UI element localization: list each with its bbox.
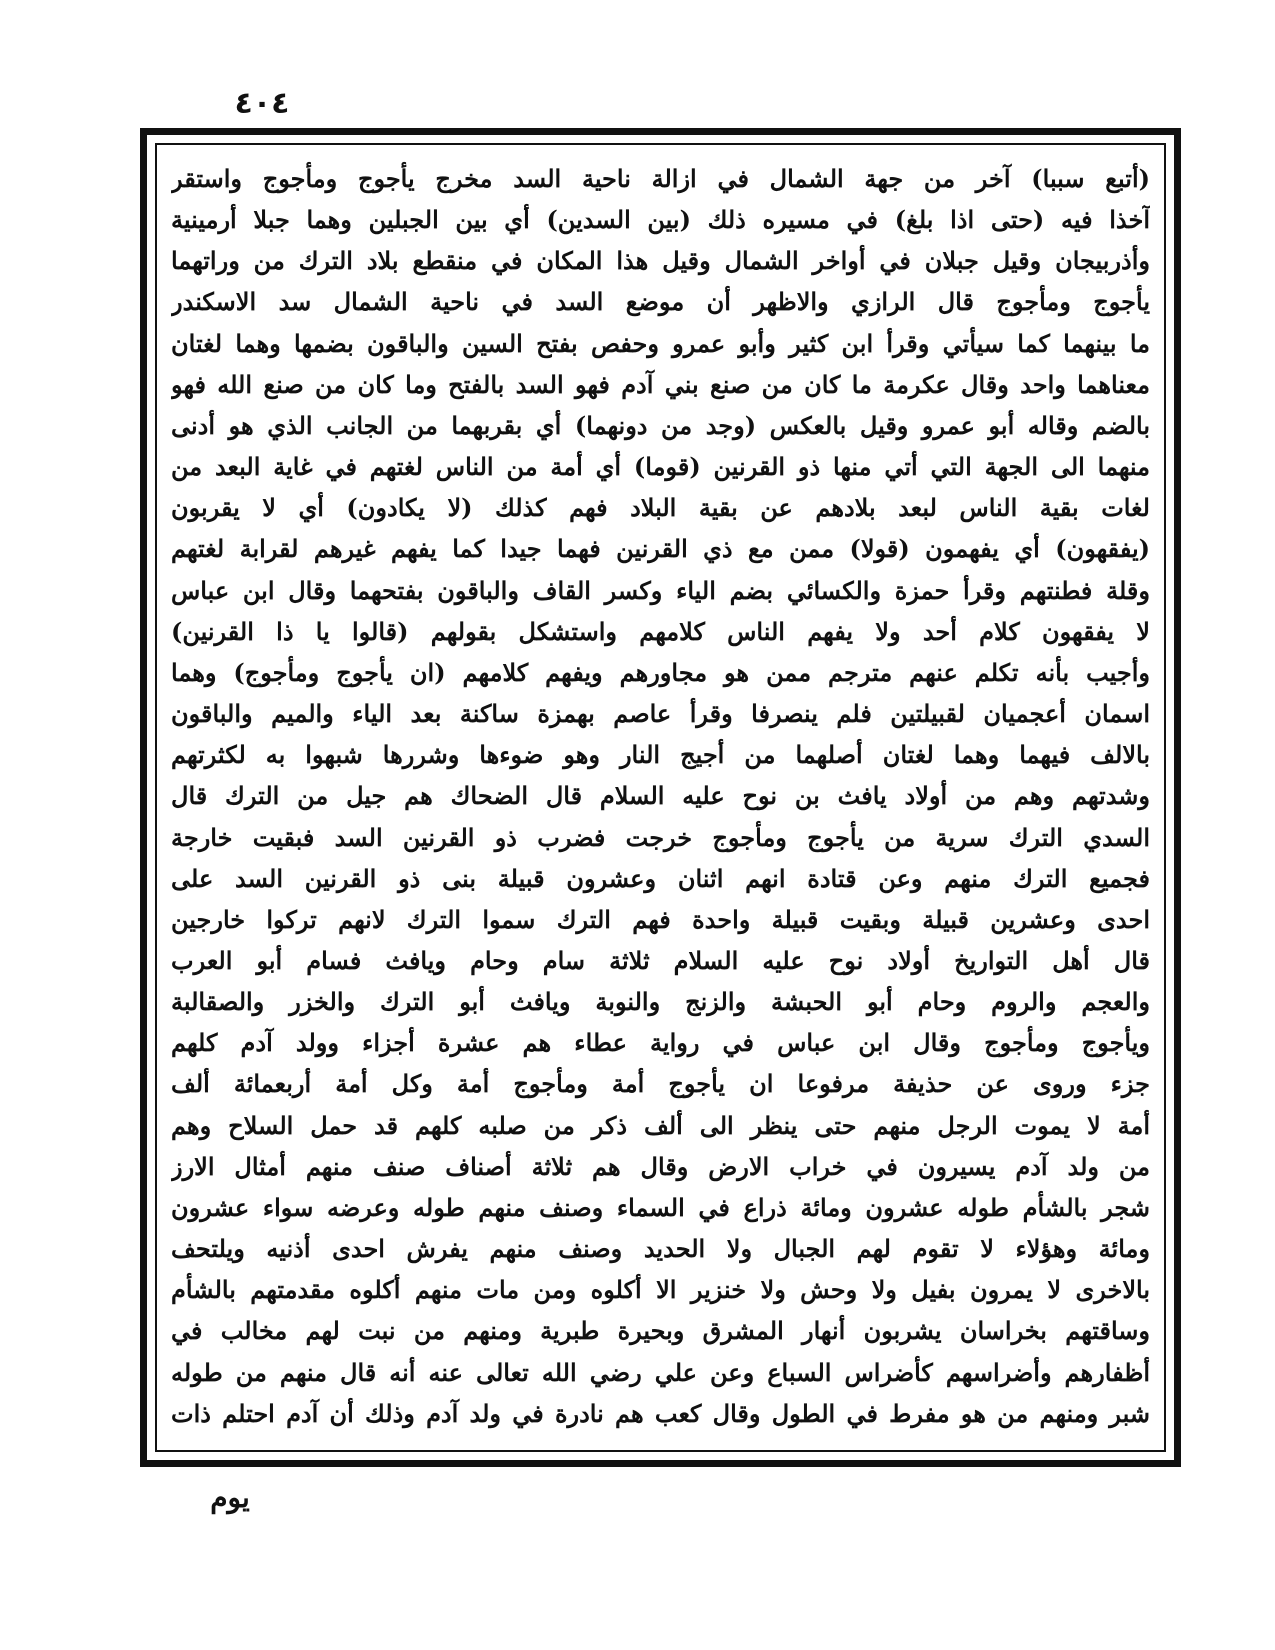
text-line: السدي الترك سرية من يأجوج ومأجوج خرجت فضرب ذو القرنين السد فبقيت خارجة <box>171 822 1150 852</box>
text-line: وساقتهم بخراسان يشربون أنهار المشرق وبحيرة طبرية ومنهم من نبت لهم مخالب في <box>171 1316 1150 1346</box>
text-line: معناهما واحد وقال عكرمة ما كان من صنع بني آدم فهو السد بالفتح وما كان من صنع الله فهو <box>171 369 1150 399</box>
text-line: وشدتهم وهم من أولاد يافث بن نوح عليه السلام قال الضحاك هم جيل من الترك قال <box>171 781 1150 811</box>
text-line: احدى وعشرين قبيلة وبقيت قبيلة واحدة فهم الترك سموا الترك لانهم تركوا خارجين <box>171 904 1150 934</box>
text-line: وأجيب بأنه تكلم عنهم مترجم ممن هو مجاورهم ويفهم كلامهم (ان يأجوج ومأجوج) وهما <box>171 657 1150 687</box>
text-line: قال أهل التواريخ أولاد نوح عليه السلام ثلاثة سام وحام ويافث فسام أبو العرب <box>171 945 1150 975</box>
text-line: وأذربيجان وقيل جبلان في أواخر الشمال وقيل هذا المكان في منقطع بلاد الترك من وراتهما <box>171 246 1150 276</box>
catchword: يوم <box>210 1481 250 1514</box>
text-line: بالاخرى لا يمرون بفيل ولا وحش ولا خنزير الا أكلوه ومن مات منهم أكلوه مقدمتهم بالشأم <box>171 1275 1150 1305</box>
text-line: جزء وروى عن حذيفة مرفوعا ان يأجوج أمة ومأجوج أمة وكل أمة أربعمائة ألف <box>171 1069 1150 1099</box>
text-line: ومائة وهؤلاء لا تقوم لهم الجبال ولا الحديد وصنف منهم يفرش احدى أذنيه ويلتحف <box>171 1234 1150 1264</box>
text-line: ويأجوج ومأجوج وقال ابن عباس في رواية عطاء هم عشرة أجزاء وولد آدم كلهم <box>171 1028 1150 1058</box>
text-line: شجر بالشأم طوله عشرون ومائة ذراع في السماء وصنف منهم طوله وعرضه سواء عشرون <box>171 1192 1150 1222</box>
text-line: (يفقهون) أي يفهمون (قولا) ممن مع ذي القرنين فهما جيدا كما يفهم غيرهم لقرابة لغتهم <box>171 534 1150 564</box>
text-line: لغات بقية الناس لبعد بلادهم عن بقية البلاد فهم كذلك (لا يكادون) أي لا يقربون <box>171 493 1150 523</box>
page-inner-frame <box>155 143 1166 1452</box>
text-line: فجميع الترك منهم وعن قتادة انهم اثنان وعشرون قبيلة بنى ذو القرنين السد على <box>171 863 1150 893</box>
text-line: أمة لا يموت الرجل منهم حتى ينظر الى ألف ذكر من صلبه كلهم قد حمل السلاح وهم <box>171 1110 1150 1140</box>
text-body <box>171 161 1150 1432</box>
text-line: منهما الى الجهة التي أتي منها ذو القرنين (قوما) أي أمة من الناس لغتهم في غاية البعد من <box>171 452 1150 482</box>
text-line: ما بينهما كما سيأتي وقرأ ابن كثير وأبو عمرو وحفص بفتح السين والباقون بضمها وهما لغتان <box>171 328 1150 358</box>
text-line: يأجوج ومأجوج قال الرازي والاظهر أن موضع السد في ناحية الشمال سد الاسكندر <box>171 287 1150 317</box>
text-line: اسمان أعجميان لقبيلتين فلم ينصرفا وقرأ عاصم بهمزة ساكنة بعد الياء والميم والباقون <box>171 699 1150 729</box>
text-line: (أتبع سببا) آخر من جهة الشمال في ازالة ناحية السد مخرج يأجوج ومأجوج واستقر <box>171 164 1150 193</box>
text-line: لا يفقهون كلام أحد ولا يفهم الناس كلامهم واستشكل بقولهم (قالوا يا ذا القرنين) <box>171 616 1150 646</box>
text-line: بالضم وقاله أبو عمرو وقيل بالعكس (وجد من دونهما) أي بقربهما من الجانب الذي هو أدنى <box>171 410 1150 440</box>
text-line: بالالف فيهما وهما لغتان أصلهما من أجيج النار وهو ضوءها وشررها شبهوا به لكثرتهم <box>171 740 1150 770</box>
text-line: والعجم والروم وحام أبو الحبشة والزنج والنوبة ويافث أبو الترك والخزر والصقالبة <box>171 987 1150 1017</box>
text-line: آخذا فيه (حتى اذا بلغ) في مسيره ذلك (بين السدين) أي بين الجبلين وهما جبلا أرمينية <box>171 205 1150 235</box>
text-line: أظفارهم وأضراسهم كأضراس السباع وعن علي رضي الله تعالى عنه أنه قال منهم من طوله <box>171 1357 1150 1387</box>
text-line: وقلة فطنتهم وقرأ حمزة والكسائي بضم الياء وكسر القاف والباقون بفتحهما وقال ابن عباس <box>171 575 1150 605</box>
text-line: شبر ومنهم من هو مفرط في الطول وقال كعب هم نادرة في ولد آدم وذلك أن آدم احتلم ذات <box>171 1398 1150 1428</box>
page-number: ٤٠٤ <box>234 86 290 121</box>
text-line: من ولد آدم يسيرون في خراب الارض وقال هم ثلاثة أصناف صنف منهم أمثال الارز <box>171 1151 1150 1181</box>
page-frame <box>140 128 1181 1467</box>
